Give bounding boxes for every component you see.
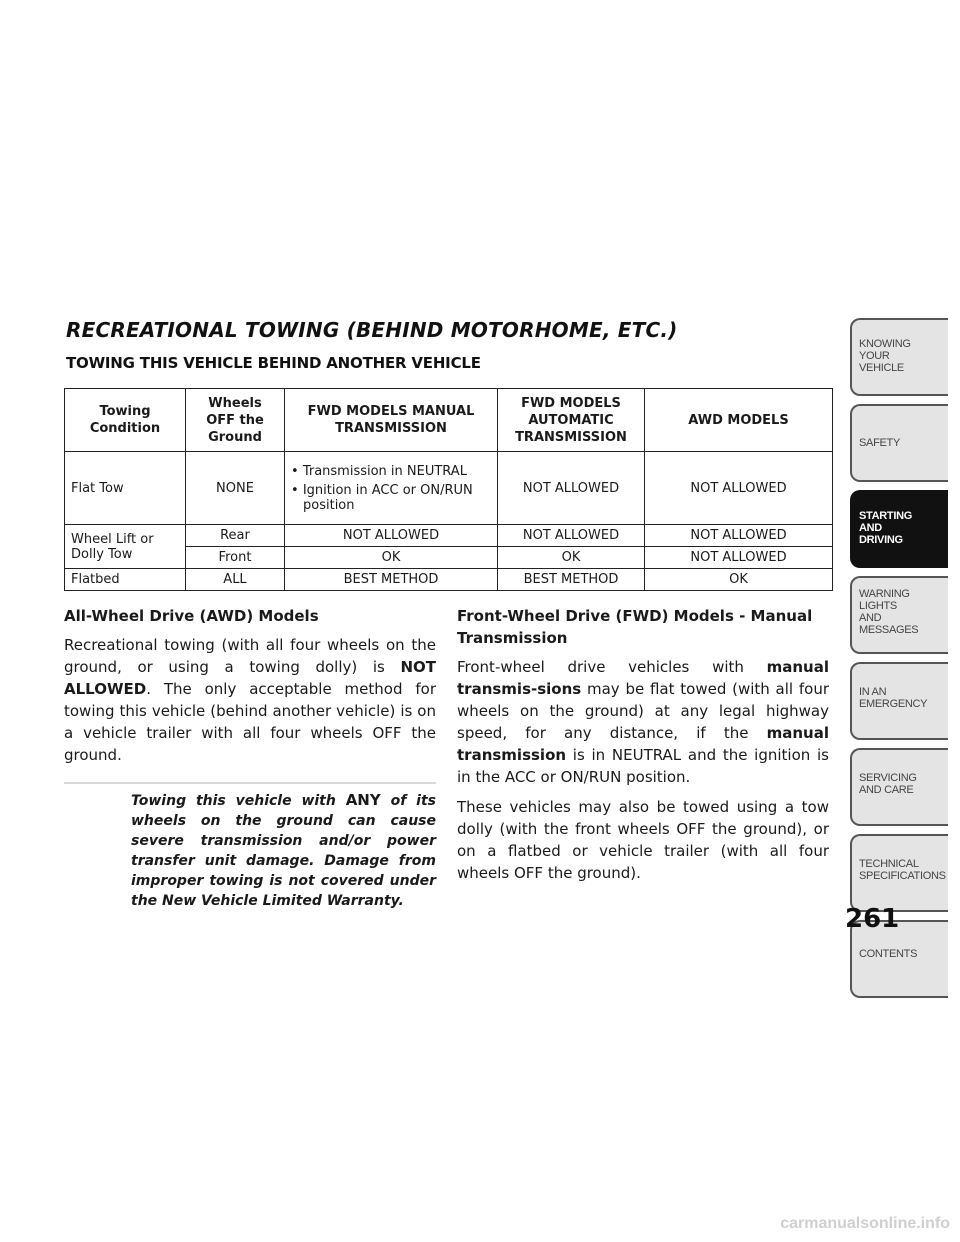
awd-heading: All-Wheel Drive (AWD) Models [64, 607, 319, 625]
tab-label: CONTENTS [859, 948, 918, 960]
list-item: • Transmission in NEUTRAL [291, 464, 491, 479]
manual-emphasis: manual transmis-sions [457, 658, 829, 698]
tab-warning-lights-and-messages[interactable] [850, 576, 948, 654]
tab-label: IN AN [859, 686, 887, 698]
any-emphasis: ANY [345, 791, 381, 809]
cell-awd: NOT ALLOWED [645, 547, 833, 569]
tab-label: MESSAGES [859, 624, 919, 636]
tab-label: LIGHTS [859, 600, 897, 612]
cell-manual: BEST METHOD [285, 569, 498, 591]
cell-automatic: NOT ALLOWED [498, 525, 645, 547]
text-span: may be flat towed (with all four wheels on the ground) at any legal highway speed, for any distance, if the [457, 680, 829, 742]
cell-awd: OK [645, 569, 833, 591]
text-span: is in NEUTRAL and the ignition is in the ACC or ON/RUN position. [457, 746, 829, 786]
cell-condition: Flatbed [65, 569, 186, 591]
text-span: . The only acceptable method for towing this vehicle (behind another vehicle) is on a vehicle trailer with all four wheels OFF the ground. [64, 680, 436, 764]
tab-label: AND [859, 522, 882, 534]
tab-label: AND CARE [859, 784, 914, 796]
manual-emphasis: manual transmission [457, 724, 829, 764]
tab-label: WARNING [859, 588, 910, 600]
caution-box [64, 782, 436, 911]
text-span: Front-wheel drive vehicles with [457, 658, 767, 676]
fwd-column [457, 605, 829, 892]
tab-label: KNOWING [859, 338, 911, 350]
section-heading: TOWING THIS VEHICLE BEHIND ANOTHER VEHICLE [66, 354, 481, 372]
tab-label: EMERGENCY [859, 698, 928, 710]
chapter-tabs [850, 318, 948, 1006]
cell-awd: NOT ALLOWED [645, 452, 833, 525]
cell-wheels-off: ALL [186, 569, 285, 591]
tab-starting-and-driving[interactable] [850, 490, 948, 568]
tab-in-an-emergency[interactable] [850, 662, 948, 740]
fwd-paragraph-2: These vehicles may also be towed using a tow dolly (with the front wheels OFF the ground), or on a flatbed or vehicle trailer (with all four wheels OFF the ground). [457, 798, 829, 882]
cell-automatic: BEST METHOD [498, 569, 645, 591]
table-row [65, 452, 833, 525]
tab-label: YOUR [859, 350, 890, 362]
table-header-row [65, 389, 833, 452]
cell-condition: Wheel Lift or Dolly Tow [65, 525, 186, 569]
tab-label: SAFETY [859, 437, 900, 449]
header-fwd-automatic: FWD MODELS AUTOMATIC TRANSMISSION [498, 389, 645, 452]
text-span: Recreational towing (with all four wheels on the ground, or using a towing dolly) is [64, 636, 436, 676]
tab-label: SERVICING [859, 772, 917, 784]
cell-manual: NOT ALLOWED [285, 525, 498, 547]
page-number: 261 [845, 904, 900, 934]
cell-manual: OK [285, 547, 498, 569]
awd-column [64, 605, 436, 911]
list-item: • Ignition in ACC or ON/RUN position [291, 483, 491, 513]
fwd-paragraph [457, 656, 829, 788]
caution-text [64, 790, 436, 911]
table-row [65, 525, 833, 547]
watermark: carmanualsonline.info [780, 1215, 950, 1232]
tab-label: AND [859, 612, 882, 624]
table-row [65, 569, 833, 591]
cell-condition: Flat Tow [65, 452, 186, 525]
header-fwd-manual: FWD MODELS MANUAL TRANSMISSION [285, 389, 498, 452]
header-wheels-off: Wheels OFF the Ground [186, 389, 285, 452]
tab-knowing-your-vehicle[interactable] [850, 318, 948, 396]
text-span: Towing this vehicle with [131, 793, 346, 809]
tab-label: SPECIFICATIONS [859, 870, 946, 882]
tab-safety[interactable] [850, 404, 948, 482]
text-span: of its wheels on the ground can cause severe transmission and/or power transfer unit damage. Damage from improper towing is not covered under the New Vehicle Limited Warranty. [131, 793, 436, 909]
header-awd: AWD MODELS [645, 389, 833, 452]
cell-automatic: NOT ALLOWED [498, 452, 645, 525]
tab-servicing-and-care[interactable] [850, 748, 948, 826]
cell-manual [285, 452, 498, 525]
cell-wheels-off: NONE [186, 452, 285, 525]
cell-wheels-off: Front [186, 547, 285, 569]
page-title: RECREATIONAL TOWING (BEHIND MOTORHOME, ETC.) [66, 318, 678, 342]
tab-label: STARTING [859, 510, 913, 522]
tab-technical-specifications[interactable] [850, 834, 948, 912]
fwd-heading: Front-Wheel Drive (FWD) Models - Manual Transmission [457, 607, 813, 647]
awd-paragraph [64, 634, 436, 766]
header-towing-condition: Towing Condition [65, 389, 186, 452]
cell-automatic: OK [498, 547, 645, 569]
tab-label: DRIVING [859, 534, 903, 546]
not-allowed-emphasis: NOT ALLOWED [64, 658, 436, 698]
tab-label: TECHNICAL [859, 858, 919, 870]
towing-table [64, 388, 833, 591]
cell-awd: NOT ALLOWED [645, 525, 833, 547]
cell-wheels-off: Rear [186, 525, 285, 547]
tab-label: VEHICLE [859, 362, 904, 374]
